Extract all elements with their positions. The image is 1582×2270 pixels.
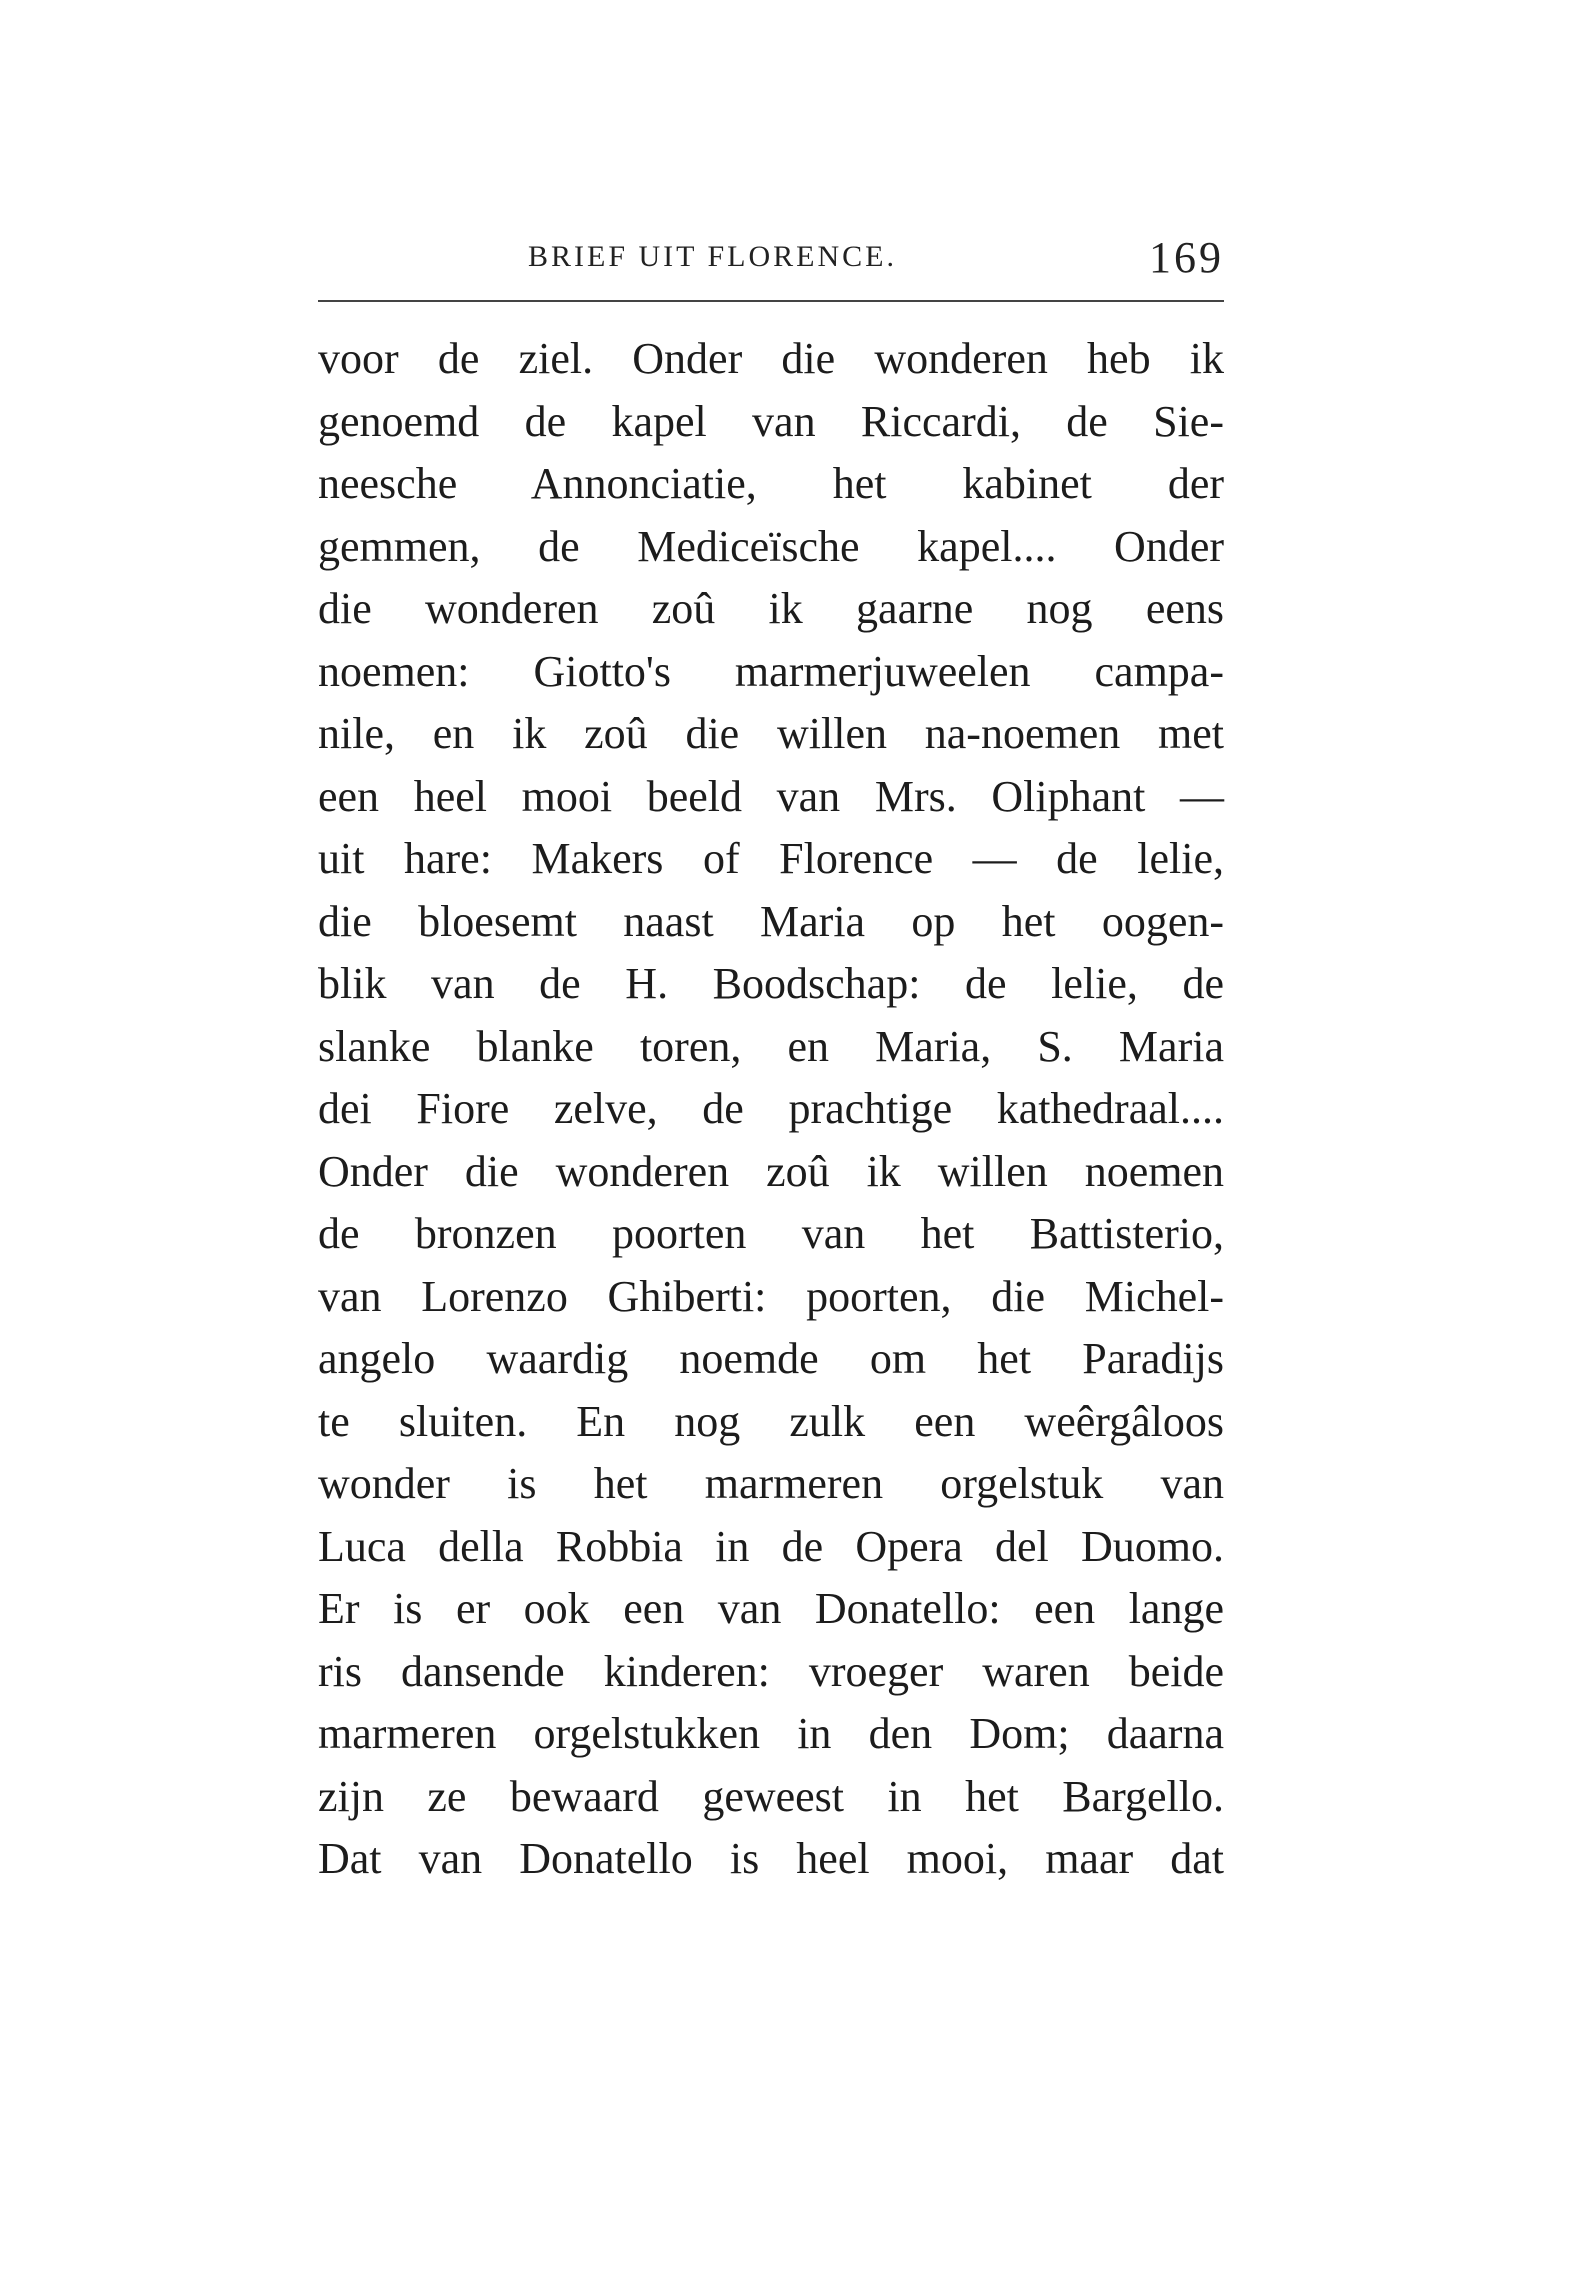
text-line: nile, en ik zoû die willen na-noemen met [318,709,1224,758]
text-line: de bronzen poorten van het Battisterio, [318,1209,1224,1258]
text-line: noemen: Giotto's marmerjuweelen campa- [318,646,1224,696]
text-line: Dat van Donatello is heel mooi, maar dat [318,1834,1224,1883]
text-line: genoemd de kapel van Riccardi, de Sie- [318,396,1224,446]
text-line: marmeren orgelstukken in den Dom; daarna [318,1709,1224,1758]
running-title: BRIEF UIT FLORENCE. [528,240,897,273]
text-line: neesche Annonciatie, het kabinet der [318,459,1224,508]
body-text [318,328,1224,1891]
text-line: blik van de H. Boodschap: de lelie, de [318,959,1224,1008]
text-line: te sluiten. En nog zulk een weêrgâloos [318,1396,1224,1446]
running-head [318,232,1224,282]
text-line: gemmen, de Mediceïsche kapel.... Onder [318,521,1224,571]
page-number: 169 [1149,233,1224,282]
text-line: uit hare: Makers of Florence — de lelie, [318,834,1224,883]
text-line: die wonderen zoû ik gaarne nog eens [318,584,1224,633]
text-line: Luca della Robbia in de Opera del Duomo. [318,1521,1224,1571]
text-line: voor de ziel. Onder die wonderen heb ik [318,334,1224,383]
text-line: ris dansende kinderen: vroeger waren beide [318,1646,1224,1696]
header-rule [318,300,1224,302]
text-line: Onder die wonderen zoû ik willen noemen [318,1146,1224,1196]
text-line: van Lorenzo Ghiberti: poorten, die Michel- [318,1271,1224,1321]
text-line: dei Fiore zelve, de prachtige kathedraal.... [318,1084,1224,1133]
text-line: slanke blanke toren, en Maria, S. Maria [318,1021,1224,1071]
text-line: die bloesemt naast Maria op het oogen- [318,896,1224,946]
text-line: wonder is het marmeren orgelstuk van [318,1459,1224,1508]
text-line: angelo waardig noemde om het Paradijs [318,1334,1224,1383]
text-line: een heel mooi beeld van Mrs. Oliphant — [318,771,1224,821]
text-line: Er is er ook een van Donatello: een lange [318,1584,1224,1633]
text-line: zijn ze bewaard geweest in het Bargello. [318,1771,1224,1821]
